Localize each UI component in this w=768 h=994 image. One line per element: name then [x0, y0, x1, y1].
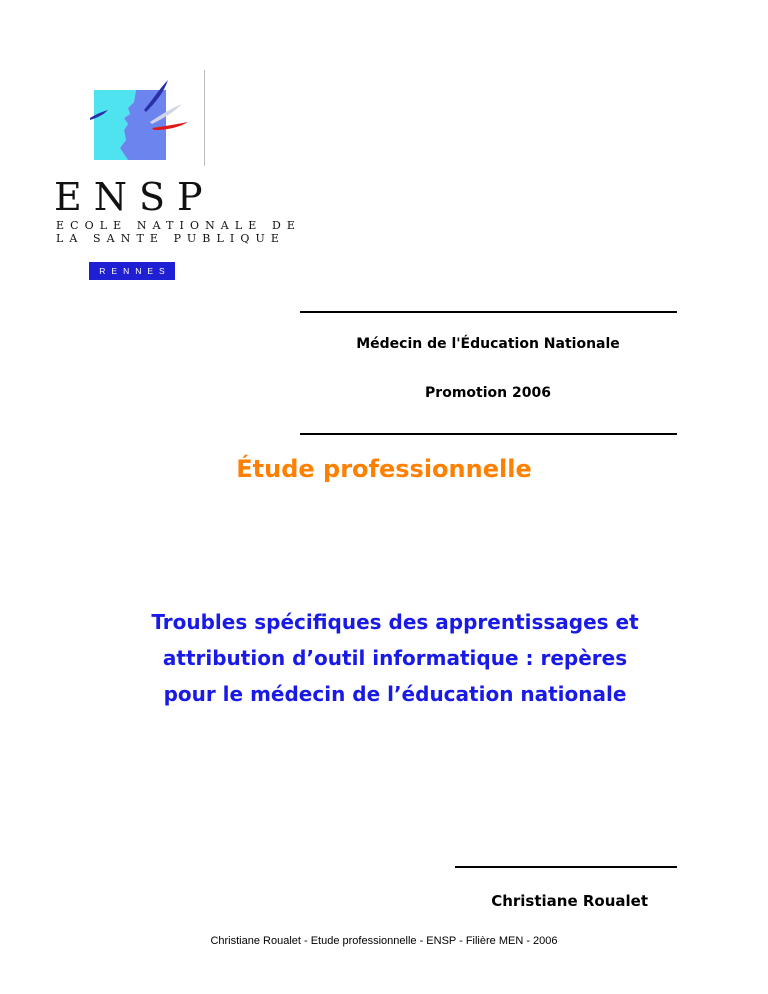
logo-wordmark: ENSP [54, 175, 215, 219]
logo-subtitle-line-2: LA SANTE PUBLIQUE [56, 232, 285, 245]
title-line-1: Troubles spécifiques des apprentissages et [151, 610, 639, 634]
rennes-badge: RENNES [89, 262, 175, 280]
program-name: Médecin de l'Éducation Nationale [356, 336, 620, 352]
title-line-3: pour le médecin de l’éducation nationale [163, 682, 627, 706]
author-name: Christiane Roualet [491, 892, 648, 910]
promotion-year: Promotion 2006 [425, 385, 551, 401]
bottom-rule [300, 433, 677, 435]
document-title [60, 604, 730, 712]
author-rule [455, 866, 677, 868]
top-rule [300, 311, 677, 313]
document-type: Étude professionnelle [236, 455, 532, 483]
ensp-profile-logo-icon [84, 70, 209, 168]
logo-subtitle-line-1: ECOLE NATIONALE DE [56, 219, 302, 232]
title-line-2: attribution d’outil informatique : repères [162, 646, 628, 670]
page-footer: Christiane Roualet - Etude professionnelle - ENSP - Filière MEN - 2006 [210, 935, 558, 947]
